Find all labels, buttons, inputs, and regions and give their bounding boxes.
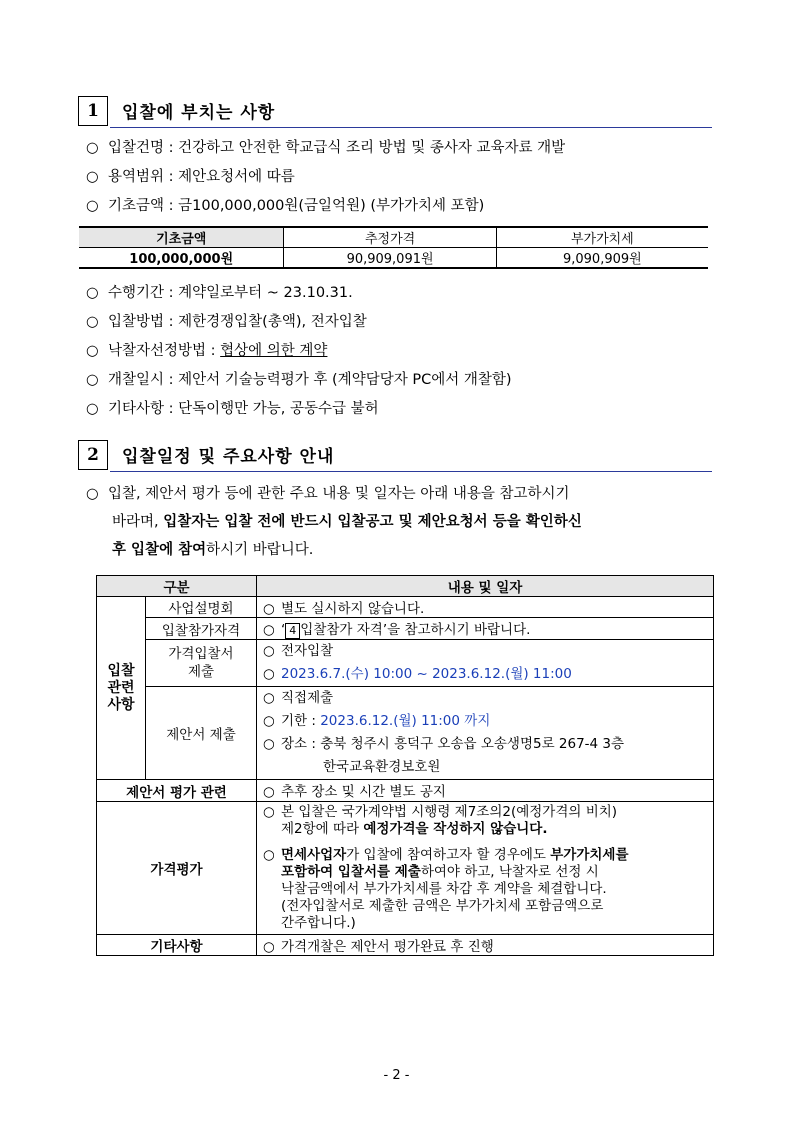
price-value-estimate: 90,909,091원 xyxy=(284,248,496,269)
section-2-underline xyxy=(110,471,712,472)
row-text-eligibility: ○ ‘ 4 입찰참가 자격’을 참고하시기 바랍니다. xyxy=(257,618,714,640)
section-1-underline xyxy=(110,127,712,128)
row-label-eligibility: 입찰참가자격 xyxy=(146,618,257,640)
list-item: ○ 수행기간 : 계약일로부터 ~ 23.10.31. xyxy=(86,285,353,301)
row-text-price-eval: ○ 본 입찰은 국가계약법 시행령 제7조의2(예정가격의 비치) 제2항에 따라 예정가격을 작성하지 않습니다. ○ 면세사업자가 입찰에 참여하고자 할 경우에도 부가가치세를 포함하여 입찰서를 제출하여야 하고, 낙찰자로 선정 시 낙찰금액에서 부가가치세를 차감 후 계약을 체결합니다. (전자입찰서로 제출한 금액은 부가가치세 포함금액으로 간주합니다.) xyxy=(257,802,714,935)
row-text-price-bid: ○ 전자입찰 ○ 2023.6.7.(수) 10:00 ~ 2023.6.12.(월) 11:00 xyxy=(257,640,714,687)
list-item: ○ 입찰건명 : 건강하고 안전한 학교급식 조리 방법 및 종사자 교육자료 개발 xyxy=(86,140,566,156)
schedule-header-content: 내용 및 일자 xyxy=(257,576,714,597)
row-label-misc: 기타사항 xyxy=(97,935,257,956)
section-1-number: 1 xyxy=(78,96,108,126)
page-number: - 2 - xyxy=(383,1068,410,1083)
group-label-bidding: 입찰 관련 사항 xyxy=(97,597,146,780)
row-text-misc: ○ 가격개찰은 제안서 평가완료 후 진행 xyxy=(257,935,714,956)
list-item: ○ 용역범위 : 제안요청서에 따름 xyxy=(86,169,295,185)
row-text-proposal-submit: ○ 직접제출 ○ 기한 : 2023.6.12.(월) 11:00 까지 ○ 장소 : 충북 청주시 흥덕구 오송읍 오송생명5로 267-4 3층 한국교육환경보호원 xyxy=(257,687,714,780)
row-text-evaluation: ○ 추후 장소 및 시간 별도 공지 xyxy=(257,780,714,802)
section-2-header xyxy=(78,440,712,470)
section-2-title: 입찰일정 및 주요사항 안내 xyxy=(122,447,335,467)
list-item: ○ 기타사항 : 단독이행만 가능, 공동수급 불허 xyxy=(86,401,379,417)
price-header-vat: 부가가치세 xyxy=(496,227,708,248)
section-2-number: 2 xyxy=(78,440,108,470)
number-box: 4 xyxy=(285,623,300,639)
row-label-evaluation: 제안서 평가 관련 xyxy=(97,780,257,802)
section-1-title: 입찰에 부치는 사항 xyxy=(122,103,276,123)
section-2-intro: ○ 입찰, 제안서 평가 등에 관한 주요 내용 및 일자는 아래 내용을 참고하시기 바라며, 입찰자는 입찰 전에 반드시 입찰공고 및 제안요청서 등을 확인하신 후 입찰에 참여하시기 바랍니다. xyxy=(86,486,582,558)
schedule-table xyxy=(96,575,714,956)
list-item: ○ 입찰방법 : 제한경쟁입찰(총액), 전자입찰 xyxy=(86,314,367,330)
row-label-price-bid: 가격입찰서 제출 xyxy=(146,640,257,687)
list-item: ○ 개찰일시 : 제안서 기술능력평가 후 (계약담당자 PC에서 개찰함) xyxy=(86,372,512,388)
price-header-estimate: 추정가격 xyxy=(284,227,496,248)
section-1-header xyxy=(78,96,712,126)
row-label-briefing: 사업설명회 xyxy=(146,597,257,618)
price-value-vat: 9,090,909원 xyxy=(496,248,708,269)
list-item: ○ 기초금액 : 금100,000,000원(금일억원) (부가가치세 포함) xyxy=(86,198,485,214)
row-label-price-eval: 가격평가 xyxy=(97,802,257,935)
price-header-base: 기초금액 xyxy=(79,227,284,248)
row-text-briefing: ○ 별도 실시하지 않습니다. xyxy=(257,597,714,618)
row-label-proposal-submit: 제안서 제출 xyxy=(146,687,257,780)
price-value-base: 100,000,000원 xyxy=(79,248,284,269)
price-table xyxy=(79,226,708,269)
list-item: ○ 낙찰자선정방법 : 협상에 의한 계약 xyxy=(86,343,328,359)
schedule-header-category: 구분 xyxy=(97,576,257,597)
